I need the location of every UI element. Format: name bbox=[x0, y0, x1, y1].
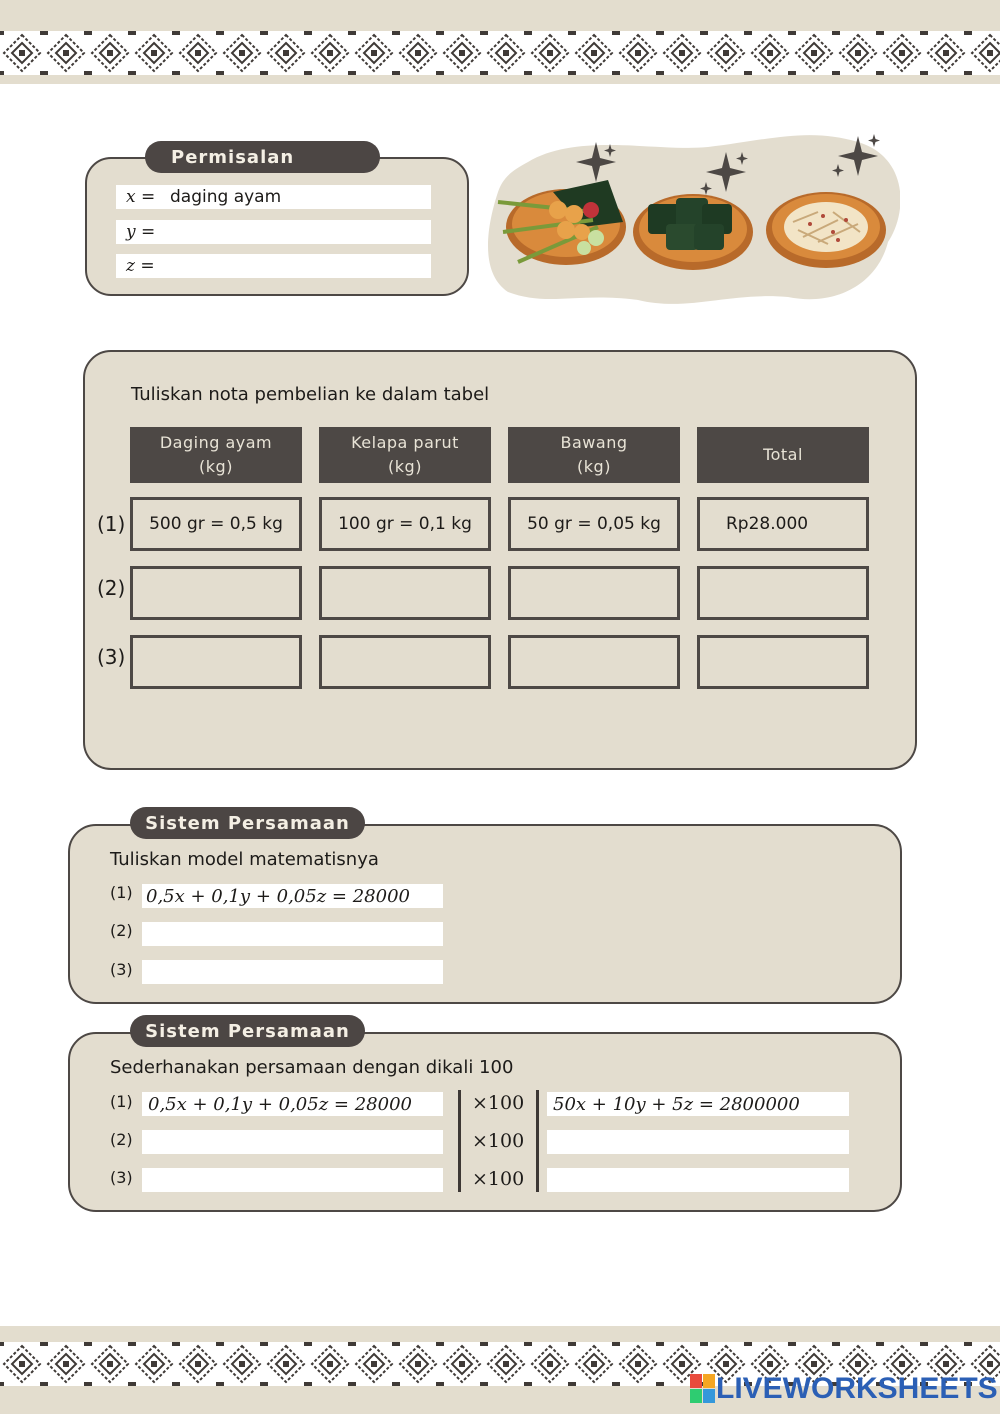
var-x-field[interactable] bbox=[116, 185, 431, 209]
sistem2-instruction: Sederhanakan persamaan dengan dikali 100 bbox=[110, 1057, 514, 1078]
sistem1-label-3: (3) bbox=[110, 960, 133, 979]
cell-1-kelapa[interactable]: 100 gr = 0,1 kg bbox=[319, 497, 491, 551]
cell-3-daging[interactable] bbox=[130, 635, 302, 689]
nota-card bbox=[83, 350, 917, 770]
row-label-2: (2) bbox=[97, 576, 126, 600]
cell-2-bawang[interactable] bbox=[508, 566, 680, 620]
top-border bbox=[0, 0, 1000, 84]
sistem2-tab: Sistem Persamaan bbox=[130, 1015, 365, 1047]
sistem2-left-2-input[interactable] bbox=[142, 1130, 443, 1154]
row-label-3: (3) bbox=[97, 645, 126, 669]
sistem2-left-1-input[interactable]: 0,5x + 0,1y + 0,05z = 28000 bbox=[142, 1092, 443, 1116]
table-header-kelapa: Kelapa parut (kg) bbox=[319, 427, 491, 483]
sistem2-right-2-input[interactable] bbox=[547, 1130, 849, 1154]
cell-3-kelapa[interactable] bbox=[319, 635, 491, 689]
var-z-label: z = bbox=[126, 256, 155, 276]
urap-icon bbox=[766, 192, 886, 268]
var-z-field[interactable] bbox=[116, 254, 431, 278]
ornament-pattern-icon bbox=[0, 31, 1000, 75]
sistem1-label-2: (2) bbox=[110, 921, 133, 940]
sistem1-eq-3-input[interactable] bbox=[142, 960, 443, 984]
var-x-value: daging ayam bbox=[170, 187, 282, 207]
cell-1-bawang[interactable]: 50 gr = 0,05 kg bbox=[508, 497, 680, 551]
live-badge-icon bbox=[690, 1374, 716, 1404]
permisalan-tab: Permisalan bbox=[145, 141, 380, 173]
table-header-bawang: Bawang (kg) bbox=[508, 427, 680, 483]
multiplier-1: ×100 bbox=[472, 1092, 525, 1114]
row-label-1: (1) bbox=[97, 512, 126, 536]
cell-2-total[interactable] bbox=[697, 566, 869, 620]
multiplier-3: ×100 bbox=[472, 1168, 525, 1190]
food-illustration bbox=[488, 132, 900, 312]
table-header-total: Total bbox=[697, 427, 869, 483]
cell-1-total[interactable]: Rp28.000 bbox=[697, 497, 869, 551]
cell-2-daging[interactable] bbox=[130, 566, 302, 620]
table-header-daging: Daging ayam (kg) bbox=[130, 427, 302, 483]
nota-instruction: Tuliskan nota pembelian ke dalam tabel bbox=[131, 384, 490, 405]
cell-1-daging[interactable]: 500 gr = 0,5 kg bbox=[130, 497, 302, 551]
sistem1-tab: Sistem Persamaan bbox=[130, 807, 365, 839]
liveworksheets-brand: LIVEWORKSHEETS bbox=[716, 1372, 998, 1405]
cell-3-bawang[interactable] bbox=[508, 635, 680, 689]
cell-3-total[interactable] bbox=[697, 635, 869, 689]
var-x-label: x = bbox=[126, 187, 156, 207]
liveworksheets-logo[interactable] bbox=[690, 1372, 998, 1406]
pepes-icon bbox=[633, 194, 753, 270]
sistem2-label-2: (2) bbox=[110, 1130, 133, 1149]
sistem2-label-3: (3) bbox=[110, 1168, 133, 1187]
sistem1-eq-1-input[interactable]: 0,5x + 0,1y + 0,05z = 28000 bbox=[142, 884, 443, 908]
cell-2-kelapa[interactable] bbox=[319, 566, 491, 620]
var-y-label: y = bbox=[126, 222, 156, 242]
sistem2-right-1-input[interactable]: 50x + 10y + 5z = 2800000 bbox=[547, 1092, 849, 1116]
sistem1-label-1: (1) bbox=[110, 883, 133, 902]
divider-right bbox=[536, 1090, 539, 1192]
sistem2-left-3-input[interactable] bbox=[142, 1168, 443, 1192]
sistem1-eq-2-input[interactable] bbox=[142, 922, 443, 946]
multiplier-2: ×100 bbox=[472, 1130, 525, 1152]
sistem1-instruction: Tuliskan model matematisnya bbox=[110, 849, 379, 870]
sistem2-label-1: (1) bbox=[110, 1092, 133, 1111]
var-y-field[interactable] bbox=[116, 220, 431, 244]
divider-left bbox=[458, 1090, 461, 1192]
sistem2-right-3-input[interactable] bbox=[547, 1168, 849, 1192]
